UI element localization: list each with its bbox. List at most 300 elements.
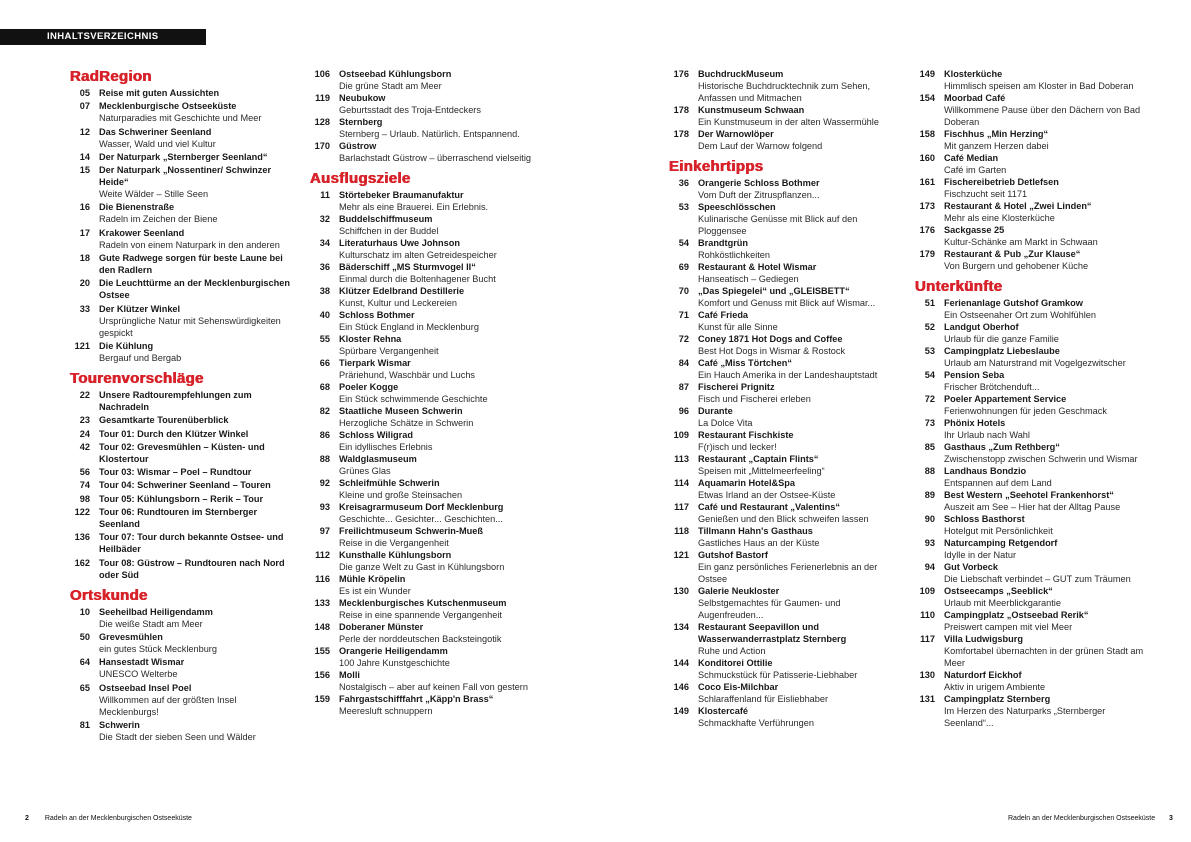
section-heading: Unterkünfte: [915, 278, 1003, 295]
entry-title: Villa Ludwigsburg: [944, 634, 1023, 644]
page-number: 85: [924, 442, 935, 452]
toc-entry[interactable]: [308, 381, 543, 405]
entry-subtitle: Komfortabel übernachten in der grünen Stadt am Meer: [944, 646, 1144, 668]
entry-title: Café „Miss Törtchen“: [698, 358, 792, 368]
page-number: 121: [74, 340, 90, 351]
entry-title: Phönix Hotels: [944, 418, 1006, 428]
page-number: 160: [919, 153, 935, 163]
entry-subtitle: Hanseatisch – Gediegen: [698, 274, 799, 284]
entry-subtitle: Genießen und den Blick schweifen lassen: [698, 514, 869, 524]
entry-subtitle: Perle der norddeutschen Backsteingotik: [339, 634, 502, 644]
entry-subtitle: Ein idyllisches Erlebnis: [339, 442, 433, 452]
toc-entry[interactable]: [308, 549, 543, 573]
toc-entry[interactable]: [308, 525, 543, 549]
page-number: 178: [673, 105, 689, 115]
entry-title: Café Frieda: [698, 310, 749, 320]
page-number: 36: [319, 262, 330, 272]
page-number: 176: [673, 69, 689, 79]
toc-entry[interactable]: [68, 389, 298, 413]
page-number: 94: [924, 562, 935, 572]
toc-entry[interactable]: [667, 501, 907, 525]
entry-title: Gut Vorbeck: [944, 562, 998, 572]
entry-title: Tour 04: Schweriner Seenland – Touren: [99, 480, 271, 491]
entry-title: Naturdorf Eickhof: [944, 670, 1022, 680]
entry-title: Seeheilbad Heiligendamm: [99, 606, 213, 617]
page-number: 97: [319, 526, 330, 536]
entry-title: Waldglasmuseum: [339, 454, 417, 464]
page-number: 117: [674, 502, 689, 512]
page-number: 17: [79, 227, 90, 238]
toc-entry[interactable]: [667, 333, 907, 357]
toc-entry[interactable]: [68, 340, 298, 364]
entry-subtitle: Sternberg – Urlaub. Natürlich. Entspannend.: [339, 129, 520, 139]
toc-entry[interactable]: [68, 164, 298, 200]
page-number: 52: [924, 322, 935, 332]
entry-title: Der Warnowlöper: [698, 129, 774, 139]
toc-entry[interactable]: [308, 429, 543, 453]
entry-subtitle: Selbstgemachtes für Gaumen- und Augenfreuden...: [698, 598, 841, 620]
toc-entry[interactable]: [308, 453, 543, 477]
page-number: 50: [79, 631, 90, 642]
page-number: 98: [79, 493, 90, 504]
entry-title: Bäderschiff „MS Sturmvogel II“: [339, 262, 476, 272]
toc-entry[interactable]: [68, 557, 298, 581]
toc-entry[interactable]: [913, 537, 1148, 561]
page-number: 159: [314, 694, 330, 704]
entry-title: Staatliche Museen Schwerin: [339, 406, 463, 416]
entry-title: Café Median: [944, 153, 999, 163]
toc-entry[interactable]: [667, 357, 907, 381]
entry-title: Doberaner Münster: [339, 622, 424, 632]
toc-entry[interactable]: [308, 140, 543, 164]
toc-entry[interactable]: [913, 369, 1148, 393]
entry-title: Schloss Wiligrad: [339, 430, 413, 440]
entry-subtitle: Meeresluft schnuppern: [339, 706, 433, 716]
entry-title: Restaurant „Captain Flints“: [698, 454, 819, 464]
toc-entry[interactable]: [68, 656, 298, 680]
entry-title: Literaturhaus Uwe Johnson: [339, 238, 460, 248]
entry-title: Aquamarin Hotel&Spa: [698, 478, 795, 488]
toc-entry[interactable]: [68, 506, 298, 530]
toc-entry[interactable]: [667, 621, 907, 657]
entry-title: Mecklenburgische Ostseeküste: [99, 101, 237, 112]
toc-entry[interactable]: [913, 513, 1148, 537]
toc-entry[interactable]: [308, 333, 543, 357]
entry-subtitle: Kunst, Kultur und Leckereien: [339, 298, 457, 308]
toc-entry[interactable]: [68, 126, 298, 150]
entry-title: Café und Restaurant „Valentins“: [698, 502, 840, 512]
entry-title: Coco Eis-Milchbar: [698, 682, 779, 692]
entry-title: Mecklenburgisches Kutschenmuseum: [339, 598, 507, 608]
entry-title: Naturcamping Retgendorf: [944, 538, 1058, 548]
page-number: 40: [319, 310, 330, 320]
entry-subtitle: Schmuckstück für Patisserie-Liebhaber: [698, 670, 858, 680]
toc-entry[interactable]: [667, 705, 907, 729]
toc-entry[interactable]: [308, 285, 543, 309]
toc-entry[interactable]: [667, 477, 907, 501]
entry-subtitle: Fisch und Fischerei erleben: [698, 394, 811, 404]
toc-entry[interactable]: [667, 453, 907, 477]
page-number: 116: [315, 574, 330, 584]
toc-column-3: [667, 68, 907, 729]
entry-subtitle: Preiswert campen mit viel Meer: [944, 622, 1073, 632]
toc-entry[interactable]: [913, 176, 1148, 200]
entry-subtitle: Barlachstadt Güstrow – überraschend vielseitig: [339, 153, 532, 163]
entry-title: Galerie Neukloster: [698, 586, 780, 596]
page-number: 109: [919, 586, 935, 596]
toc-entry[interactable]: [667, 429, 907, 453]
entry-title: Tour 07: Tour durch bekannte Ostsee- und Heilbäder: [99, 532, 284, 555]
page-number: 54: [678, 238, 689, 248]
entry-title: Güstrow: [339, 141, 377, 151]
entry-title: Pension Seba: [944, 370, 1005, 380]
entry-title: Brandtgrün: [698, 238, 749, 248]
toc-entry[interactable]: [308, 189, 543, 213]
entry-subtitle: Ein Kunstmuseum in der alten Wassermühle: [698, 117, 879, 127]
page-number: 05: [79, 88, 90, 98]
toc-entry[interactable]: [913, 465, 1148, 489]
toc-entry[interactable]: [68, 479, 298, 491]
entry-subtitle: Hotelgut mit Persönlichkeit: [944, 526, 1053, 536]
entry-title: Poeler Kogge: [339, 382, 399, 392]
entry-title: Kunsthalle Kühlungsborn: [339, 550, 452, 560]
toc-entry[interactable]: [913, 152, 1148, 176]
page-number: 53: [924, 346, 935, 356]
page-number: 32: [319, 214, 330, 224]
entry-title: Der Naturpark „Sternberger Seenland“: [99, 151, 268, 162]
toc-entry[interactable]: [667, 104, 907, 128]
entry-subtitle: Rohköstlichkeiten: [698, 250, 771, 260]
entry-title: Klostercafé: [698, 706, 749, 716]
toc-entry[interactable]: [913, 297, 1148, 321]
section-heading: RadRegion: [70, 68, 152, 85]
entry-subtitle: Es ist ein Wunder: [339, 586, 411, 596]
section-heading: Tourenvorschläge: [70, 369, 204, 387]
entry-subtitle: Speisen mit „Mittelmeerfeeling“: [698, 466, 825, 476]
section-heading: Einkehrtipps: [669, 158, 764, 175]
toc-entry[interactable]: [308, 116, 543, 140]
entry-subtitle: Café im Garten: [944, 165, 1007, 175]
entry-subtitle: Radeln von einem Naturpark in den anderen: [99, 239, 280, 250]
toc-entry[interactable]: [913, 417, 1148, 441]
entry-subtitle: Die Stadt der sieben Seen und Wälder: [99, 731, 256, 742]
entry-title: Der Naturpark „Nossentiner/ Schwinzer Heide“: [99, 165, 272, 188]
entry-subtitle: Ein ganz persönliches Ferienerlebnis an der Ostsee: [698, 562, 878, 584]
toc-entry[interactable]: [913, 489, 1148, 513]
toc-entry[interactable]: [308, 573, 543, 597]
page-number: 36: [678, 178, 689, 188]
toc-entry[interactable]: [667, 201, 907, 237]
toc-entry[interactable]: [68, 303, 298, 339]
toc-entry[interactable]: [667, 177, 907, 201]
toc-entry[interactable]: [68, 252, 298, 276]
toc-entry[interactable]: [913, 92, 1148, 128]
toc-entry[interactable]: [913, 224, 1148, 248]
entry-title: Orangerie Heiligendamm: [339, 646, 448, 656]
page-number: 86: [319, 430, 330, 440]
page-number: 131: [919, 694, 935, 704]
toc-entry[interactable]: [913, 248, 1148, 272]
page-number: 90: [924, 514, 935, 524]
entry-subtitle: Ein Ostseenaher Ort zum Wohlfühlen: [944, 310, 1097, 320]
page-number: 84: [678, 358, 689, 368]
page-number: 72: [924, 394, 935, 404]
toc-entry[interactable]: [308, 693, 543, 717]
page-number: 133: [314, 598, 330, 608]
toc-entry[interactable]: [308, 405, 543, 429]
page-number: 56: [79, 467, 90, 478]
toc-entry[interactable]: [308, 597, 543, 621]
toc-entry[interactable]: [68, 201, 298, 225]
page-number: 170: [314, 141, 330, 151]
toc-entry[interactable]: [68, 87, 298, 99]
entry-title: Tour 01: Durch den Klützer Winkel: [99, 428, 249, 439]
entry-title: Tour 03: Wismar – Poel – Rundtour: [99, 467, 252, 478]
toc-entry[interactable]: [308, 261, 543, 285]
entry-title: Fischhus „Min Herzing“: [944, 129, 1049, 139]
entry-title: Kunstmuseum Schwaan: [698, 105, 805, 115]
entry-subtitle: Urlaub mit Meerblickgarantie: [944, 598, 1061, 608]
toc-entry[interactable]: [913, 441, 1148, 465]
entry-subtitle: Aktiv in urigem Ambiente: [944, 682, 1046, 692]
entry-title: Ostseecamps „Seeblick“: [944, 586, 1053, 596]
entry-subtitle: Naturparadies mit Geschichte und Meer: [99, 113, 262, 124]
entry-subtitle: Mit ganzem Herzen dabei: [944, 141, 1049, 151]
toc-entry[interactable]: [308, 477, 543, 501]
entry-subtitle: UNESCO Welterbe: [99, 669, 178, 680]
entry-title: Restaurant & Hotel „Zwei Linden“: [944, 201, 1092, 211]
page-number: 20: [79, 278, 90, 289]
page-number: 134: [673, 622, 689, 632]
entry-subtitle: Nostalgisch – aber auf keinen Fall von gestern: [339, 682, 528, 692]
entry-title: Gute Radwege sorgen für beste Laune bei den Radlern: [99, 253, 283, 276]
page-number: 93: [319, 502, 330, 512]
toc-entry[interactable]: [667, 261, 907, 285]
toc-entry[interactable]: [913, 68, 1148, 92]
page-number: 64: [79, 657, 90, 668]
page-number: 81: [79, 719, 90, 730]
toc-entry[interactable]: [308, 68, 543, 92]
footer-left-text: Radeln an der Mecklenburgischen Ostseeküste: [44, 815, 192, 822]
toc-entry[interactable]: [667, 681, 907, 705]
toc-entry[interactable]: [308, 501, 543, 525]
entry-subtitle: Ein Stück schwimmende Geschichte: [339, 394, 488, 404]
page-number: 179: [919, 249, 935, 259]
toc-entry[interactable]: [68, 531, 298, 555]
entry-title: Tour 05: Kühlungsborn – Rerik – Tour: [99, 493, 264, 504]
toc-entry[interactable]: [913, 585, 1148, 609]
page-number: 178: [673, 129, 689, 139]
toc-entry[interactable]: [667, 585, 907, 621]
entry-subtitle: Fischzucht seit 1171: [944, 189, 1028, 199]
toc-entry[interactable]: [667, 381, 907, 405]
toc-entry[interactable]: [68, 493, 298, 505]
page-number: 55: [319, 334, 330, 344]
toc-entry[interactable]: [667, 657, 907, 681]
page-number: 87: [678, 382, 689, 392]
page-number: 155: [314, 646, 330, 656]
entry-title: Restaurant Fischkiste: [698, 430, 794, 440]
toc-entry[interactable]: [308, 645, 543, 669]
entry-title: Klützer Edelbrand Destillerie: [339, 286, 465, 296]
entry-subtitle: Ruhe und Action: [698, 646, 766, 656]
toc-entry[interactable]: [913, 633, 1148, 669]
page-number: 74: [79, 480, 90, 491]
entry-subtitle: Komfort und Genuss mit Blick auf Wismar...: [698, 298, 876, 308]
entry-title: Poeler Appartement Service: [944, 394, 1067, 404]
entry-title: Die Leuchttürme an der Mecklenburgischen Ostsee: [99, 278, 290, 301]
page-number: 148: [314, 622, 330, 632]
toc-entry[interactable]: [667, 549, 907, 585]
entry-subtitle: Urlaub für die ganze Familie: [944, 334, 1059, 344]
entry-title: Landhaus Bondzio: [944, 466, 1027, 476]
toc-entry[interactable]: [68, 682, 298, 718]
entry-subtitle: Idylle in der Natur: [944, 550, 1017, 560]
toc-entry[interactable]: [68, 151, 298, 163]
toc-entry[interactable]: [68, 428, 298, 440]
entry-title: Grevesmühlen: [99, 631, 163, 642]
page-number: 10: [79, 606, 90, 617]
toc-entry[interactable]: [667, 68, 907, 104]
page-number: 96: [678, 406, 689, 416]
entry-subtitle: Ursprüngliche Natur mit Sehenswürdigkeiten gespickt: [99, 315, 281, 338]
section-heading: Ortskunde: [70, 586, 148, 604]
entry-subtitle: Schiffchen in der Buddel: [339, 226, 439, 236]
page-number: 144: [673, 658, 689, 668]
page-number: 88: [319, 454, 330, 464]
entry-title: Schloss Bothmer: [339, 310, 415, 320]
footer-right: [1008, 815, 1173, 822]
footer-left: [25, 815, 192, 822]
page-number: 15: [79, 165, 90, 176]
toc-column-4: [913, 68, 1148, 729]
toc-entry[interactable]: [308, 237, 543, 261]
toc-entry[interactable]: [913, 200, 1148, 224]
footer-right-text: Radeln an der Mecklenburgischen Ostseeküste: [1008, 815, 1156, 822]
entry-subtitle: Ihr Urlaub nach Wahl: [944, 430, 1030, 440]
entry-subtitle: Kleine und große Steinsachen: [339, 490, 463, 500]
entry-subtitle: Gastliches Haus an der Küste: [698, 538, 820, 548]
page-number: 69: [678, 262, 689, 272]
entry-subtitle: Reise in eine spannende Vergangenheit: [339, 610, 502, 620]
entry-title: Best Western „Seehotel Frankenhorst“: [944, 490, 1114, 500]
toc-entry[interactable]: [667, 309, 907, 333]
entry-subtitle: Urlaub am Naturstrand mit Vogelgezwitscher: [944, 358, 1126, 368]
toc-entry[interactable]: [667, 128, 907, 152]
entry-subtitle: Geburtsstadt des Troja-Entdeckers: [339, 105, 481, 115]
toc-entry[interactable]: [913, 345, 1148, 369]
entry-subtitle: Historische Buchdrucktechnik zum Sehen, Anfassen und Mitmachen: [698, 81, 871, 103]
toc-entry[interactable]: [308, 213, 543, 237]
entry-title: Buddelschiffmuseum: [339, 214, 433, 224]
page-number: 109: [673, 430, 689, 440]
toc-entry[interactable]: [667, 285, 907, 309]
entry-subtitle: Mehr als eine Brauerei. Ein Erlebnis.: [339, 202, 489, 212]
page-number: 11: [320, 190, 330, 200]
section-header-bar: [0, 29, 206, 45]
toc-entry[interactable]: [913, 128, 1148, 152]
toc-entry[interactable]: [68, 606, 298, 630]
page-number: 54: [924, 370, 935, 380]
toc-entry[interactable]: [913, 693, 1148, 729]
entry-title: Hansestadt Wismar: [99, 657, 185, 668]
entry-subtitle: Geschichte... Gesichter... Geschichten...: [339, 514, 503, 524]
entry-title: Ostseebad Kühlungsborn: [339, 69, 452, 79]
page-number: 51: [924, 298, 935, 308]
entry-subtitle: Vom Duft der Zitruspflanzen...: [698, 190, 820, 200]
toc-entry[interactable]: [308, 92, 543, 116]
entry-subtitle: Die weiße Stadt am Meer: [99, 618, 203, 629]
toc-entry[interactable]: [308, 669, 543, 693]
toc-entry[interactable]: [308, 357, 543, 381]
page-number: 22: [79, 389, 90, 400]
page-number: 68: [319, 382, 330, 392]
entry-title: Tierpark Wismar: [339, 358, 411, 368]
entry-subtitle: Bergauf und Bergab: [99, 352, 182, 363]
entry-title: Klosterküche: [944, 69, 1003, 79]
entry-subtitle: Wasser, Wald und viel Kultur: [99, 138, 216, 149]
toc-entry[interactable]: [68, 631, 298, 655]
toc-entry[interactable]: [308, 309, 543, 333]
entry-subtitle: F(r)isch und lecker!: [698, 442, 777, 452]
entry-subtitle: Weite Wälder – Stille Seen: [99, 189, 209, 200]
entry-title: Fischerei Prignitz: [698, 382, 775, 392]
entry-subtitle: 100 Jahre Kunstgeschichte: [339, 658, 450, 668]
entry-subtitle: Best Hot Dogs in Wismar & Rostock: [698, 346, 846, 356]
entry-subtitle: ein gutes Stück Mecklenburg: [99, 643, 217, 654]
toc-entry[interactable]: [913, 609, 1148, 633]
toc-entry[interactable]: [913, 321, 1148, 345]
toc-entry[interactable]: [68, 414, 298, 426]
entry-subtitle: Willkommene Pause über den Dächern von Bad Doberan: [944, 105, 1141, 127]
entry-title: Sternberg: [339, 117, 383, 127]
entry-subtitle: Präriehund, Waschbär und Luchs: [339, 370, 476, 380]
page-number: 42: [79, 441, 90, 452]
entry-title: Tour 08: Güstrow – Rundtouren nach Nord oder Süd: [99, 557, 285, 580]
toc-entry[interactable]: [68, 466, 298, 478]
entry-title: Speeschlösschen: [698, 202, 776, 212]
toc-entry[interactable]: [68, 277, 298, 301]
entry-subtitle: Spürbare Vergangenheit: [339, 346, 439, 356]
page-number: 113: [674, 454, 689, 464]
toc-entry[interactable]: [667, 525, 907, 549]
toc-entry[interactable]: [667, 405, 907, 429]
toc-entry[interactable]: [913, 669, 1148, 693]
entry-title: Kloster Rehna: [339, 334, 402, 344]
entry-subtitle: Schmackhafte Verführungen: [698, 718, 814, 728]
toc-entry[interactable]: [667, 237, 907, 261]
page-number: 16: [79, 202, 90, 213]
entry-title: Freilichtmuseum Schwerin-Mueß: [339, 526, 483, 536]
page-number: 92: [319, 478, 330, 488]
toc-entry[interactable]: [68, 441, 298, 465]
page-number: 128: [314, 117, 330, 127]
toc-entry[interactable]: [68, 719, 298, 743]
toc-entry[interactable]: [68, 100, 298, 124]
entry-title: Kreisagrarmuseum Dorf Mecklenburg: [339, 502, 504, 512]
toc-entry[interactable]: [913, 393, 1148, 417]
page-number-left: 2: [25, 815, 29, 822]
toc-entry[interactable]: [308, 621, 543, 645]
entry-title: Fahrgastschifffahrt „Käpp'n Brass“: [339, 694, 494, 704]
page-number: 65: [79, 682, 90, 693]
page-number: 130: [673, 586, 689, 596]
entry-title: Tour 06: Rundtouren im Sternberger Seenland: [99, 507, 258, 530]
toc-entry[interactable]: [68, 227, 298, 251]
entry-subtitle: Von Burgern und gehobener Küche: [944, 261, 1089, 271]
entry-subtitle: Dem Lauf der Warnow folgend: [698, 141, 823, 151]
toc-entry[interactable]: [913, 561, 1148, 585]
